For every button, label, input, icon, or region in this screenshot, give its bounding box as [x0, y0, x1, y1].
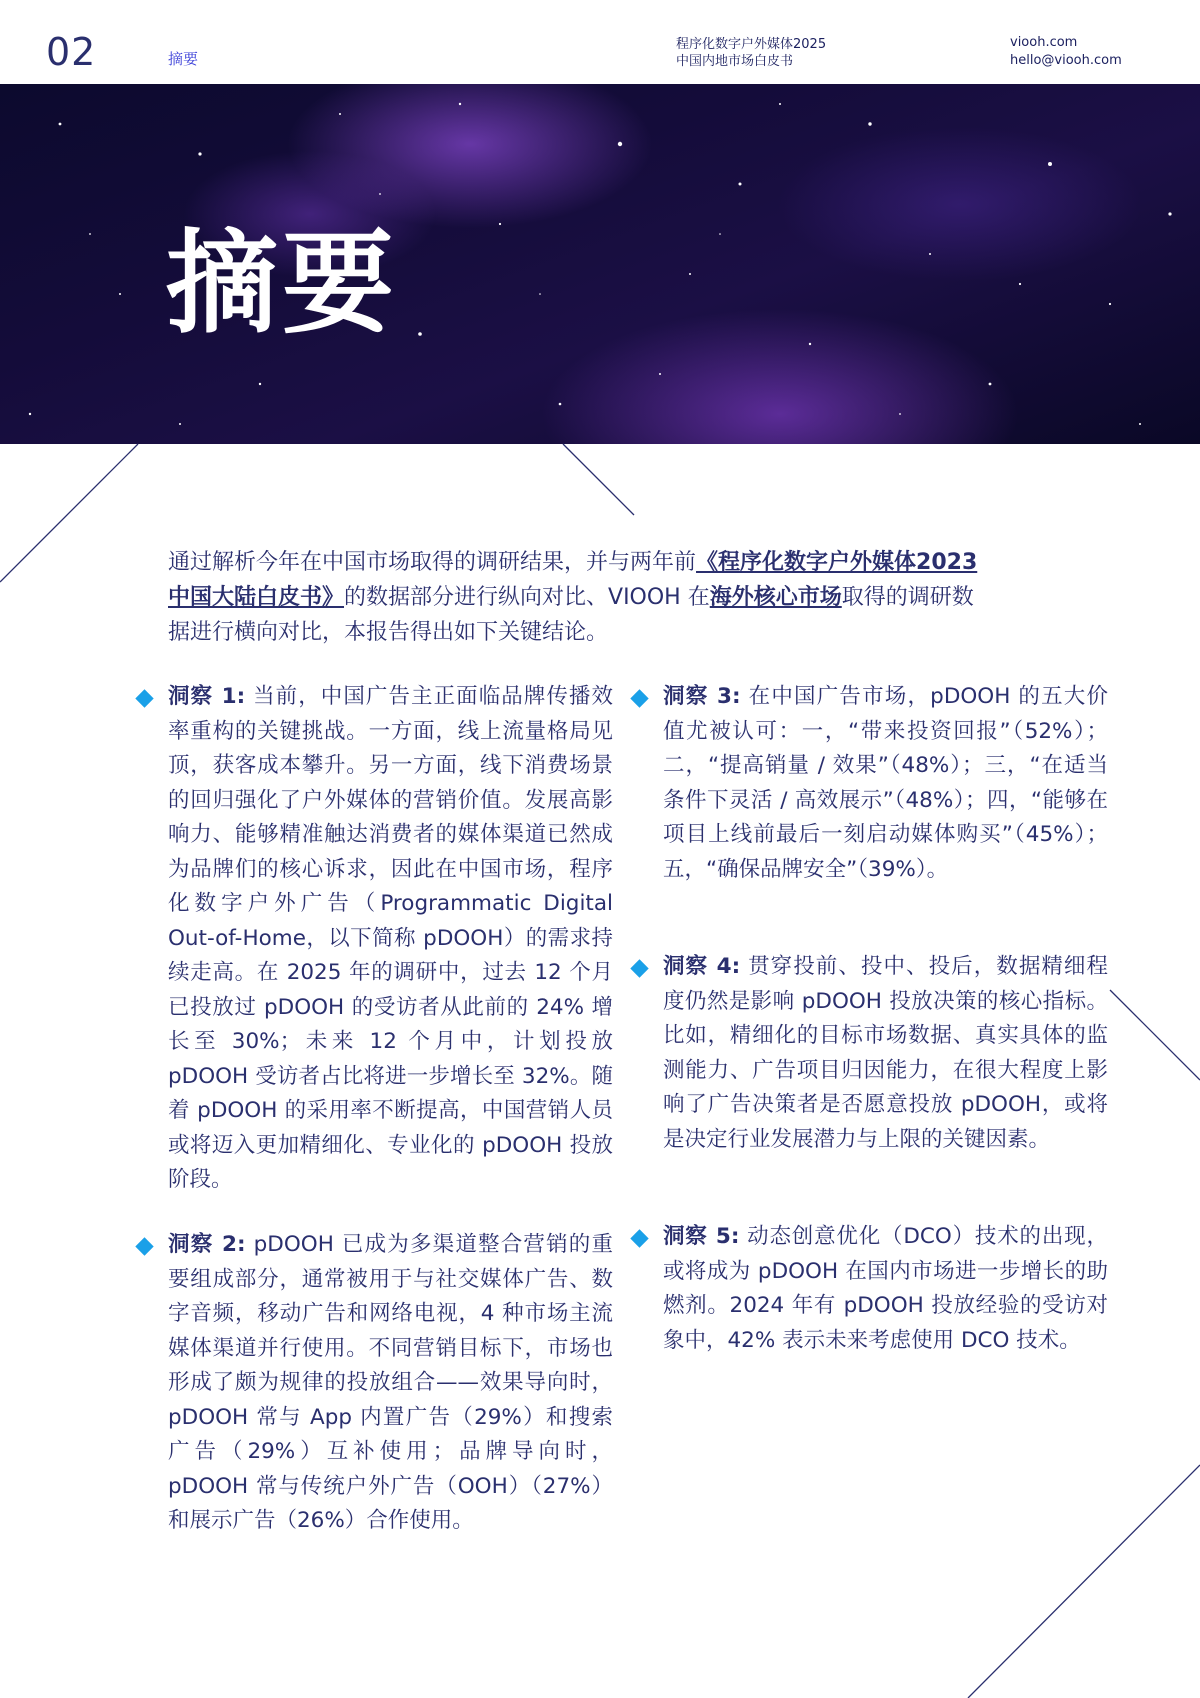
- email-link[interactable]: hello@viooh.com: [1010, 53, 1122, 68]
- insight-label: 洞察 4:: [663, 954, 741, 979]
- intro-paragraph: [168, 545, 988, 650]
- report-title-line1: 程序化数字户外媒体2025: [676, 37, 827, 52]
- insight-text: pDOOH 已成为多渠道整合营销的重要组成部分，通常被用于与社交媒体广告、数字音频，移动广告和网络电视，4 种市场主流媒体渠道并行使用。不同营销目标下，市场也形成了颇为规律的投放组合——效果导向时，pDOOH 常与 App 内置广告（29%）和搜索广告（29%）互补使用；品牌导向时，pDOOH 常与传统户外广告（OOH）（27%）和展示广告（26%）合作使用。: [168, 1232, 613, 1533]
- hero-banner: [0, 84, 1200, 444]
- bullet-diamond-icon: [135, 689, 153, 707]
- bullet-diamond-icon: [135, 1237, 153, 1255]
- bullet-diamond-icon: [630, 1229, 648, 1247]
- insight-label: 洞察 2:: [168, 1232, 246, 1257]
- report-title: [676, 36, 826, 70]
- bullet-diamond-icon: [630, 959, 648, 977]
- insight-2: [168, 1228, 613, 1539]
- insight-4: [663, 950, 1108, 1157]
- page-header: [0, 0, 1200, 84]
- section-label: 摘要: [168, 50, 199, 68]
- intro-text-1: 通过解析今年在中国市场取得的调研结果，并与两年前: [168, 550, 697, 575]
- insight-text: 在中国广告市场，pDOOH 的五大价值尤被认可：一，“带来投资回报”（52%）；二，“提高销量 / 效果”（48%）；三，“在适当条件下灵活 / 高效展示”（48%）；四，“能够在项目上线前最后一刻启动媒体购买”（45%）；五，“确保品牌安全”（39%）。: [663, 684, 1108, 882]
- bullet-diamond-icon: [630, 689, 648, 707]
- website-link[interactable]: viooh.com: [1010, 35, 1078, 50]
- insight-text: 当前，中国广告主正面临品牌传播效率重构的关键挑战。一方面，线上流量格局见顶，获客成本攀升。另一方面，线下消费场景的回归强化了户外媒体的营销价值。发展高影响力、能够精准触达消费者的媒体渠道已然成为品牌们的核心诉求，因此在中国市场，程序化数字户外广告（Programmatic Digital Out-of-Home，以下简称 pDOOH）的需求持续走高。在 2025 年的调研中，过去 12 个月已投放过 pDOOH 的受访者从此前的 24% 增长至 30%；未来 12 个月中，计划投放 pDOOH 受访者占比将进一步增长至 32%。随着 pDOOH 的采用率不断提高，中国营销人员或将迈入更加精细化、专业化的 pDOOH 投放阶段。: [168, 684, 613, 1192]
- insight-label: 洞察 3:: [663, 684, 741, 709]
- whitepaper-2023-link[interactable]: 《程序化数字户外媒体2023 中国大陆白皮书》: [168, 550, 978, 610]
- page-number: 02: [46, 30, 97, 74]
- contact-info: [1010, 34, 1122, 70]
- overseas-markets-link[interactable]: 海外核心市场: [709, 585, 842, 610]
- intro-text-3: 取得的调研数据进行横向对比，本报告得出如下关键结论。: [168, 585, 974, 645]
- report-title-line2: 中国内地市场白皮书: [676, 54, 794, 69]
- intro-text-2: 的数据部分进行纵向对比、VIOOH 在: [344, 585, 710, 610]
- insight-1: [168, 680, 613, 1198]
- insight-3: [663, 680, 1108, 887]
- insight-5: [663, 1220, 1108, 1358]
- hero-title: 摘要: [166, 219, 398, 349]
- insight-text: 动态创意优化（DCO）技术的出现，或将成为 pDOOH 在国内市场进一步增长的助燃剂。2024 年有 pDOOH 投放经验的受访对象中，42% 表示未来考虑使用 DCO 技术。: [663, 1224, 1108, 1353]
- insight-label: 洞察 1:: [168, 684, 246, 709]
- insight-text: 贯穿投前、投中、投后，数据精细程度仍然是影响 pDOOH 投放决策的核心指标。比如，精细化的目标市场数据、真实具体的监测能力、广告项目归因能力，在很大程度上影响了广告决策者是否愿意投放 pDOOH，或将是决定行业发展潜力与上限的关键因素。: [663, 954, 1108, 1152]
- insight-label: 洞察 5:: [663, 1224, 740, 1249]
